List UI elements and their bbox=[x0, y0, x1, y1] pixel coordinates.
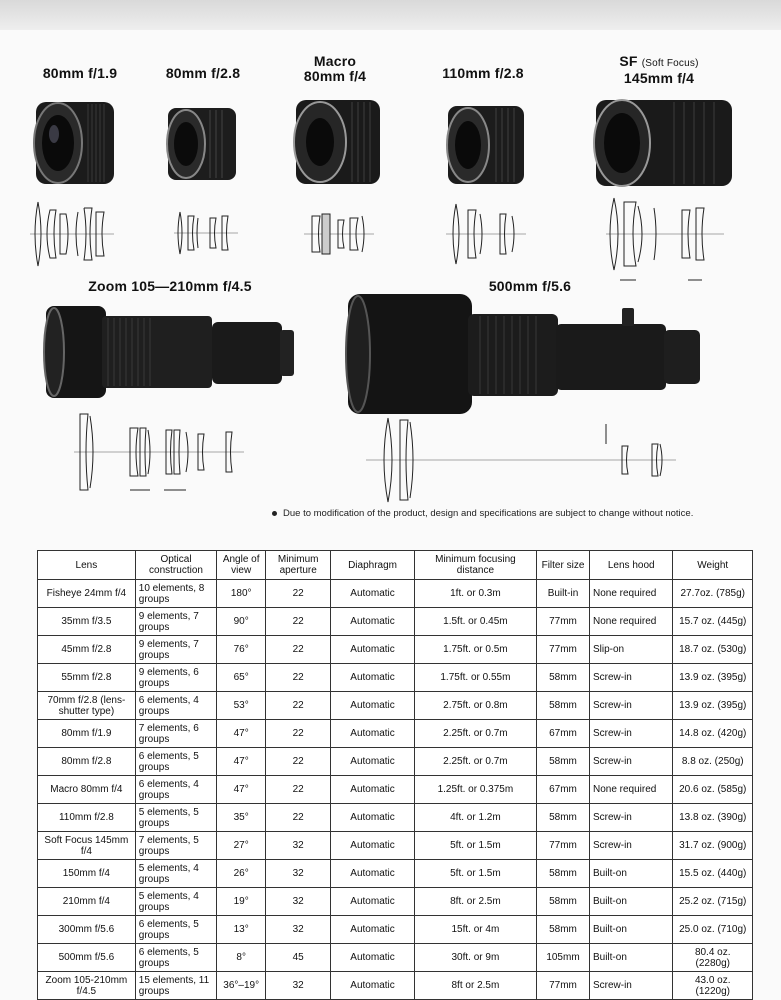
cell-angle-of-view: 27° bbox=[217, 832, 266, 860]
header-lens-hood: Lens hood bbox=[589, 551, 673, 580]
lens-photo-macro80 bbox=[286, 92, 386, 192]
cell-lens-hood: Built-on bbox=[589, 944, 673, 972]
cell-angle-of-view: 47° bbox=[217, 776, 266, 804]
cell-lens: 80mm f/2.8 bbox=[38, 748, 136, 776]
cell-diaphragm: Automatic bbox=[331, 580, 415, 608]
cell-minimum-focusing-distance: 1.25ft. or 0.375m bbox=[414, 776, 536, 804]
cell-filter-size: 58mm bbox=[537, 916, 590, 944]
cell-diaphragm: Automatic bbox=[331, 636, 415, 664]
cell-filter-size: 77mm bbox=[537, 608, 590, 636]
cell-minimum-aperture: 32 bbox=[266, 972, 331, 1000]
cell-lens-hood: Screw-in bbox=[589, 804, 673, 832]
cell-filter-size: 58mm bbox=[537, 692, 590, 720]
lens-title-sf: SF bbox=[619, 53, 638, 69]
cell-lens: Soft Focus 145mm f/4 bbox=[38, 832, 136, 860]
cell-minimum-aperture: 22 bbox=[266, 636, 331, 664]
lens-title-sf-sub: (Soft Focus) bbox=[641, 58, 699, 69]
cell-minimum-aperture: 32 bbox=[266, 916, 331, 944]
cell-filter-size: 105mm bbox=[537, 944, 590, 972]
cell-weight: 18.7 oz. (530g) bbox=[673, 636, 753, 664]
cell-minimum-aperture: 32 bbox=[266, 860, 331, 888]
cell-minimum-aperture: 22 bbox=[266, 720, 331, 748]
table-row bbox=[38, 776, 753, 804]
table-row bbox=[38, 860, 753, 888]
lens-photo-zoom bbox=[36, 300, 298, 404]
cell-filter-size: 67mm bbox=[537, 776, 590, 804]
cell-filter-size: 58mm bbox=[537, 888, 590, 916]
header-lens: Lens bbox=[38, 551, 136, 580]
cell-optical-construction: 5 elements, 5 groups bbox=[135, 804, 216, 832]
cell-optical-construction: 7 elements, 5 groups bbox=[135, 832, 216, 860]
cell-filter-size: Built-in bbox=[537, 580, 590, 608]
cell-weight: 13.9 oz. (395g) bbox=[673, 664, 753, 692]
cell-lens: Zoom 105-210mm f/4.5 bbox=[38, 972, 136, 1000]
cell-weight: 15.5 oz. (440g) bbox=[673, 860, 753, 888]
lens-title-macro-line2: 80mm f/4 bbox=[303, 68, 367, 84]
cell-filter-size: 58mm bbox=[537, 748, 590, 776]
cell-minimum-aperture: 22 bbox=[266, 608, 331, 636]
table-header-row bbox=[38, 551, 753, 580]
lens-title-zoom: Zoom 105—210mm f/4.5 bbox=[88, 278, 252, 294]
lens-title-80-28: 80mm f/2.8 bbox=[165, 65, 241, 81]
optical-diagram-110-28 bbox=[446, 200, 526, 268]
lens-photo-80-28 bbox=[160, 102, 240, 184]
cell-weight: 8.8 oz. (250g) bbox=[673, 748, 753, 776]
notice-text bbox=[272, 508, 693, 519]
lens-title-sf-line2: 145mm f/4 bbox=[623, 70, 695, 86]
cell-weight: 27.7oz. (785g) bbox=[673, 580, 753, 608]
cell-minimum-aperture: 22 bbox=[266, 776, 331, 804]
table-row bbox=[38, 972, 753, 1000]
cell-diaphragm: Automatic bbox=[331, 608, 415, 636]
header-angle-of-view: Angle of view bbox=[217, 551, 266, 580]
header-optical-construction: Optical construction bbox=[135, 551, 216, 580]
cell-lens: 110mm f/2.8 bbox=[38, 804, 136, 832]
cell-weight: 13.8 oz. (390g) bbox=[673, 804, 753, 832]
cell-angle-of-view: 76° bbox=[217, 636, 266, 664]
cell-diaphragm: Automatic bbox=[331, 720, 415, 748]
table-row bbox=[38, 748, 753, 776]
cell-minimum-aperture: 32 bbox=[266, 888, 331, 916]
lens-title-sf145 bbox=[594, 54, 724, 86]
cell-lens: 70mm f/2.8 (lens-shutter type) bbox=[38, 692, 136, 720]
cell-lens-hood: None required bbox=[589, 608, 673, 636]
cell-minimum-focusing-distance: 1.75ft. or 0.55m bbox=[414, 664, 536, 692]
header-minimum-focusing-distance: Minimum focusing distance bbox=[414, 551, 536, 580]
lens-title-macro80 bbox=[285, 54, 385, 84]
table-row bbox=[38, 608, 753, 636]
optical-diagram-zoom bbox=[74, 410, 244, 498]
cell-weight: 80.4 oz. (2280g) bbox=[673, 944, 753, 972]
cell-lens: Macro 80mm f/4 bbox=[38, 776, 136, 804]
cell-optical-construction: 6 elements, 5 groups bbox=[135, 916, 216, 944]
cell-diaphragm: Automatic bbox=[331, 664, 415, 692]
cell-weight: 13.9 oz. (395g) bbox=[673, 692, 753, 720]
cell-optical-construction: 9 elements, 7 groups bbox=[135, 636, 216, 664]
cell-lens-hood: Built-on bbox=[589, 860, 673, 888]
cell-minimum-aperture: 22 bbox=[266, 580, 331, 608]
cell-optical-construction: 5 elements, 4 groups bbox=[135, 888, 216, 916]
cell-lens: 300mm f/5.6 bbox=[38, 916, 136, 944]
cell-optical-construction: 9 elements, 7 groups bbox=[135, 608, 216, 636]
cell-filter-size: 67mm bbox=[537, 720, 590, 748]
cell-lens: 35mm f/3.5 bbox=[38, 608, 136, 636]
table-row bbox=[38, 832, 753, 860]
cell-diaphragm: Automatic bbox=[331, 832, 415, 860]
cell-diaphragm: Automatic bbox=[331, 860, 415, 888]
table-row bbox=[38, 720, 753, 748]
cell-diaphragm: Automatic bbox=[331, 776, 415, 804]
lens-photo-80-19 bbox=[28, 92, 120, 192]
table-body bbox=[38, 580, 753, 1000]
cell-filter-size: 77mm bbox=[537, 972, 590, 1000]
lens-photo-500 bbox=[340, 292, 708, 416]
cell-minimum-focusing-distance: 4ft. or 1.2m bbox=[414, 804, 536, 832]
cell-minimum-focusing-distance: 1ft. or 0.3m bbox=[414, 580, 536, 608]
cell-lens-hood: Screw-in bbox=[589, 972, 673, 1000]
header-minimum-aperture: Minimum aperture bbox=[266, 551, 331, 580]
cell-angle-of-view: 65° bbox=[217, 664, 266, 692]
cell-optical-construction: 10 elements, 8 groups bbox=[135, 580, 216, 608]
top-band bbox=[0, 0, 781, 31]
cell-angle-of-view: 90° bbox=[217, 608, 266, 636]
table-row bbox=[38, 664, 753, 692]
cell-diaphragm: Automatic bbox=[331, 804, 415, 832]
header-filter-size: Filter size bbox=[537, 551, 590, 580]
cell-weight: 25.2 oz. (715g) bbox=[673, 888, 753, 916]
cell-weight: 14.8 oz. (420g) bbox=[673, 720, 753, 748]
table-row bbox=[38, 636, 753, 664]
optical-diagram-500 bbox=[366, 414, 676, 506]
cell-minimum-focusing-distance: 1.75ft. or 0.5m bbox=[414, 636, 536, 664]
cell-angle-of-view: 53° bbox=[217, 692, 266, 720]
optical-diagram-80-28 bbox=[174, 208, 238, 258]
cell-minimum-aperture: 22 bbox=[266, 804, 331, 832]
cell-minimum-aperture: 32 bbox=[266, 832, 331, 860]
table-row bbox=[38, 888, 753, 916]
specifications-table bbox=[37, 550, 753, 1000]
cell-diaphragm: Automatic bbox=[331, 748, 415, 776]
cell-diaphragm: Automatic bbox=[331, 888, 415, 916]
cell-minimum-focusing-distance: 2.25ft. or 0.7m bbox=[414, 748, 536, 776]
cell-minimum-focusing-distance: 8ft or 2.5m bbox=[414, 972, 536, 1000]
cell-minimum-focusing-distance: 5ft. or 1.5m bbox=[414, 860, 536, 888]
cell-weight: 43.0 oz. (1220g) bbox=[673, 972, 753, 1000]
cell-lens-hood: Built-on bbox=[589, 916, 673, 944]
cell-minimum-focusing-distance: 5ft. or 1.5m bbox=[414, 832, 536, 860]
cell-weight: 15.7 oz. (445g) bbox=[673, 608, 753, 636]
cell-lens-hood: Screw-in bbox=[589, 748, 673, 776]
cell-lens-hood: Screw-in bbox=[589, 664, 673, 692]
optical-diagram-macro80 bbox=[304, 208, 374, 260]
lens-photo-110-28 bbox=[440, 100, 528, 188]
cell-minimum-aperture: 45 bbox=[266, 944, 331, 972]
cell-lens: 150mm f/4 bbox=[38, 860, 136, 888]
cell-weight: 31.7 oz. (900g) bbox=[673, 832, 753, 860]
cell-minimum-aperture: 22 bbox=[266, 692, 331, 720]
cell-angle-of-view: 8° bbox=[217, 944, 266, 972]
cell-minimum-focusing-distance: 2.75ft. or 0.8m bbox=[414, 692, 536, 720]
cell-minimum-aperture: 22 bbox=[266, 748, 331, 776]
cell-weight: 25.0 oz. (710g) bbox=[673, 916, 753, 944]
lens-title-80-19: 80mm f/1.9 bbox=[42, 65, 118, 81]
header-weight: Weight bbox=[673, 551, 753, 580]
lens-title-macro-line1: Macro bbox=[313, 53, 357, 69]
cell-angle-of-view: 13° bbox=[217, 916, 266, 944]
cell-lens-hood: Screw-in bbox=[589, 832, 673, 860]
cell-angle-of-view: 36°–19° bbox=[217, 972, 266, 1000]
cell-lens: 210mm f/4 bbox=[38, 888, 136, 916]
cell-lens-hood: Screw-in bbox=[589, 692, 673, 720]
header-diaphragm: Diaphragm bbox=[331, 551, 415, 580]
cell-lens: 500mm f/5.6 bbox=[38, 944, 136, 972]
table-row bbox=[38, 944, 753, 972]
cell-optical-construction: 6 elements, 4 groups bbox=[135, 776, 216, 804]
cell-angle-of-view: 47° bbox=[217, 720, 266, 748]
cell-lens: 45mm f/2.8 bbox=[38, 636, 136, 664]
cell-angle-of-view: 47° bbox=[217, 748, 266, 776]
lens-photo-sf145 bbox=[584, 94, 738, 192]
cell-optical-construction: 6 elements, 4 groups bbox=[135, 692, 216, 720]
cell-optical-construction: 6 elements, 5 groups bbox=[135, 944, 216, 972]
cell-optical-construction: 5 elements, 4 groups bbox=[135, 860, 216, 888]
cell-optical-construction: 7 elements, 6 groups bbox=[135, 720, 216, 748]
cell-lens-hood: Screw-in bbox=[589, 720, 673, 748]
cell-filter-size: 58mm bbox=[537, 804, 590, 832]
cell-lens: 80mm f/1.9 bbox=[38, 720, 136, 748]
cell-angle-of-view: 180° bbox=[217, 580, 266, 608]
cell-lens-hood: Built-on bbox=[589, 888, 673, 916]
cell-weight: 20.6 oz. (585g) bbox=[673, 776, 753, 804]
cell-lens-hood: Slip-on bbox=[589, 636, 673, 664]
cell-minimum-focusing-distance: 2.25ft. or 0.7m bbox=[414, 720, 536, 748]
table-row bbox=[38, 916, 753, 944]
cell-diaphragm: Automatic bbox=[331, 972, 415, 1000]
cell-filter-size: 77mm bbox=[537, 636, 590, 664]
cell-lens-hood: None required bbox=[589, 776, 673, 804]
cell-angle-of-view: 35° bbox=[217, 804, 266, 832]
cell-optical-construction: 15 elements, 11 groups bbox=[135, 972, 216, 1000]
cell-filter-size: 58mm bbox=[537, 860, 590, 888]
cell-angle-of-view: 26° bbox=[217, 860, 266, 888]
cell-diaphragm: Automatic bbox=[331, 916, 415, 944]
cell-lens-hood: None required bbox=[589, 580, 673, 608]
cell-optical-construction: 6 elements, 5 groups bbox=[135, 748, 216, 776]
table-row bbox=[38, 804, 753, 832]
cell-angle-of-view: 19° bbox=[217, 888, 266, 916]
cell-minimum-focusing-distance: 15ft. or 4m bbox=[414, 916, 536, 944]
cell-lens: Fisheye 24mm f/4 bbox=[38, 580, 136, 608]
cell-diaphragm: Automatic bbox=[331, 944, 415, 972]
cell-filter-size: 77mm bbox=[537, 832, 590, 860]
optical-diagram-80-19 bbox=[30, 198, 114, 270]
cell-diaphragm: Automatic bbox=[331, 692, 415, 720]
cell-minimum-aperture: 22 bbox=[266, 664, 331, 692]
notice-label: Due to modification of the product, design and specifications are subject to change without notice. bbox=[283, 508, 694, 519]
table-row bbox=[38, 692, 753, 720]
table-row bbox=[38, 580, 753, 608]
bullet-dot bbox=[272, 511, 277, 516]
cell-optical-construction: 9 elements, 6 groups bbox=[135, 664, 216, 692]
lens-title-110-28: 110mm f/2.8 bbox=[442, 65, 524, 81]
cell-filter-size: 58mm bbox=[537, 664, 590, 692]
cell-minimum-focusing-distance: 1.5ft. or 0.45m bbox=[414, 608, 536, 636]
cell-minimum-focusing-distance: 30ft. or 9m bbox=[414, 944, 536, 972]
cell-lens: 55mm f/2.8 bbox=[38, 664, 136, 692]
cell-minimum-focusing-distance: 8ft. or 2.5m bbox=[414, 888, 536, 916]
lens-title-500: 500mm f/5.6 bbox=[488, 278, 572, 294]
optical-diagram-sf145 bbox=[606, 194, 724, 290]
